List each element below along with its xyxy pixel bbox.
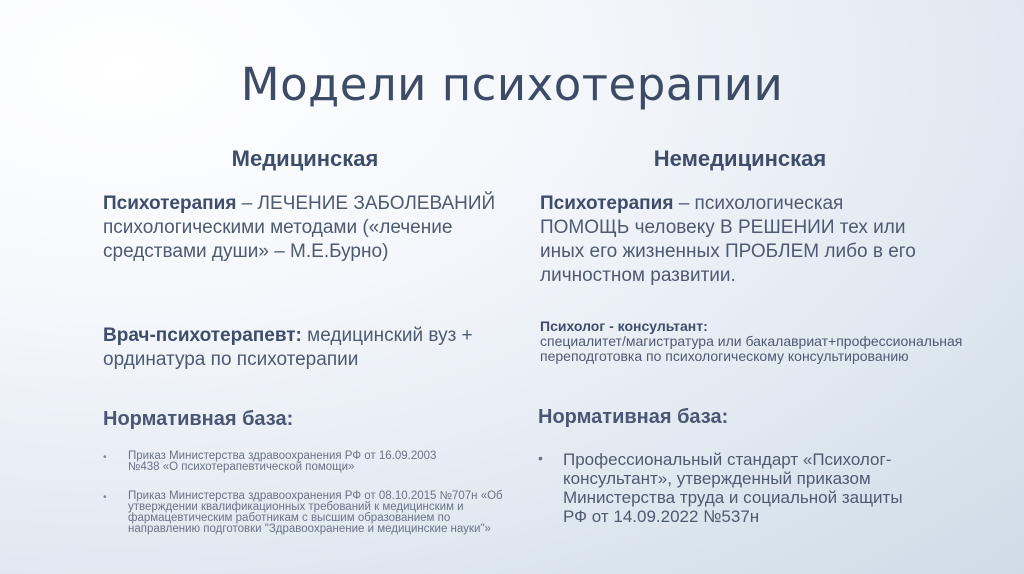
left-doctor-requirement: [103, 324, 513, 372]
right-consultant-text: специалитет/магистратура или бакалавриат+профессиональная переподготовка по психологическому консультированию: [540, 333, 963, 364]
left-doctor-term: Врач-психотерапевт:: [103, 325, 302, 346]
right-norm-heading: Нормативная база:: [538, 406, 729, 428]
left-definition-text: – ЛЕЧЕНИЕ ЗАБОЛЕВАНИЙ психологическими методами («лечение средствами души» – М.Е.Бурно): [103, 193, 496, 262]
left-norm-heading: Нормативная база:: [103, 408, 294, 430]
left-norm-bullet-1: •: [103, 452, 107, 463]
right-definition-term: Психотерапия: [540, 193, 674, 214]
right-consultant-term: Психолог - консультант:: [540, 318, 708, 334]
left-norm-item-2: Приказ Министерства здравоохранения РФ от 08.10.2015 №707н «Об утверждении квалификационных требований к медицинским и фармацевтическим работникам с высшим образованием по направлению подготовки "Здравоохранение и медицинские науки"»: [128, 490, 503, 535]
right-norm-bullet: •: [538, 450, 543, 466]
right-standard: [563, 450, 923, 526]
right-definition-text: – психологическая ПОМОЩЬ человеку В РЕШЕНИИ тех или иных его жизненных ПРОБЛЕМ либо в его личностном развитии.: [540, 193, 916, 286]
slide-title: Модели психотерапии: [240, 58, 784, 111]
left-norm-bullet-2: •: [103, 492, 107, 503]
right-standard-line2: утвержденный приказом Министерства труда и социальной защиты РФ от 14.09.2022 №537н: [563, 469, 903, 526]
left-norm-item-1: Приказ Министерства здравоохранения РФ от 16.09.2003 №438 «О психотерапевтической помощи»: [128, 450, 437, 473]
right-consultant-requirement: [540, 319, 970, 364]
left-definition-term: Психотерапия: [103, 193, 237, 214]
right-column-heading: Немедицинская: [653, 146, 827, 171]
left-column-heading: Медицинская: [231, 146, 379, 171]
right-definition: [540, 192, 925, 288]
left-definition: [103, 192, 503, 264]
right-standard-line1: Профессиональный стандарт «Психолог-консультант»,: [563, 450, 892, 488]
left-doctor-text: медицинский вуз + ординатура по психотерапии: [103, 325, 473, 370]
